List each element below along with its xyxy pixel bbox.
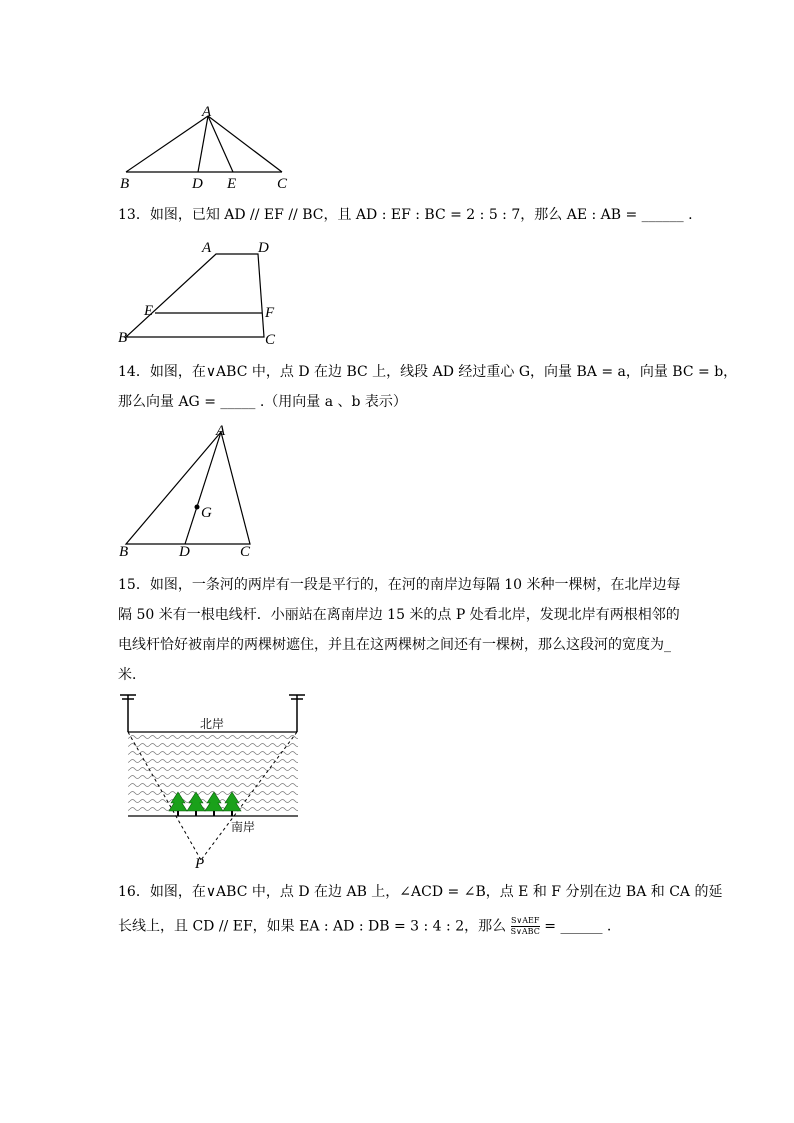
point-p-label: P [195, 856, 205, 870]
question-14 [118, 362, 737, 412]
fraction-numerator: S∨AEF [510, 916, 540, 925]
south-bank-label: 南岸 [231, 820, 256, 834]
label-D: D [258, 240, 269, 256]
question-15-line-4: 米． [118, 667, 146, 683]
question-16 [118, 882, 723, 937]
question-13-text: 13．如图，已知 AD // EF // BC，且 AD : EF : BC = 2 : 5 : 7，那么 AE : AB = ______ . [118, 207, 693, 223]
area-ratio-fraction [511, 916, 540, 937]
triangle-lines [126, 432, 250, 544]
label-A: A [202, 240, 212, 256]
figure-14-triangle [110, 420, 270, 560]
label-C: C [265, 332, 276, 348]
fraction-denominator: S∨ABC [510, 927, 540, 936]
question-16-line-2 [118, 916, 723, 937]
label-C: C [240, 544, 251, 560]
question-16-line-2-prefix: 长线上，且 CD // EF，如果 EA : AD : DB = 3 : 4 : 2，那么 [118, 918, 507, 935]
label-B: B [120, 176, 130, 192]
label-E: E [144, 303, 154, 319]
figure-13-trapezoid [110, 236, 300, 348]
label-D: D [179, 544, 190, 560]
question-15 [118, 570, 681, 690]
label-C: C [277, 176, 288, 192]
label-E: E [227, 176, 237, 192]
question-15-line-3: 电线杆恰好被南岸的两棵树遮住，并且在这两棵树之间还有一棵树，那么这段河的宽度为_ [118, 637, 671, 653]
centroid-point [195, 505, 200, 510]
label-B: B [118, 330, 128, 346]
question-14-line-2: 那么向量 AG = _____ .（用向量 a 、b 表示） [118, 394, 407, 410]
question-16-line-2-suffix: = ______ . [544, 918, 612, 935]
label-A: A [216, 423, 226, 439]
label-F: F [265, 305, 275, 321]
label-B: B [119, 544, 129, 560]
triangle-abc-lines [126, 116, 282, 172]
label-G: G [201, 505, 212, 521]
question-15-line-1: 15．如图，一条河的两岸有一段是平行的，在河的南岸边每隔 10 米种一棵树，在北岸边每 [118, 577, 681, 593]
question-15-line-2: 隔 50 米有一根电线杆．小丽站在离南岸边 15 米的点 P 处看北岸，发现北岸有两根相邻的 [118, 607, 680, 623]
question-13 [118, 205, 693, 225]
question-14-line-1: 14．如图，在∨ABC 中，点 D 在边 BC 上，线段 AD 经过重心 G，向量 BA = a，向量 BC = b， [118, 364, 738, 380]
figure-15-river [110, 685, 320, 870]
label-D: D [192, 176, 203, 192]
figure-12-triangle [110, 102, 310, 192]
label-A: A [202, 104, 212, 120]
trapezoid-lines [126, 254, 264, 337]
question-16-line-1: 16．如图，在∨ABC 中，点 D 在边 AB 上，∠ACD = ∠B，点 E 和 F 分别在边 BA 和 CA 的延 [118, 884, 723, 900]
north-bank-label: 北岸 [200, 717, 225, 731]
